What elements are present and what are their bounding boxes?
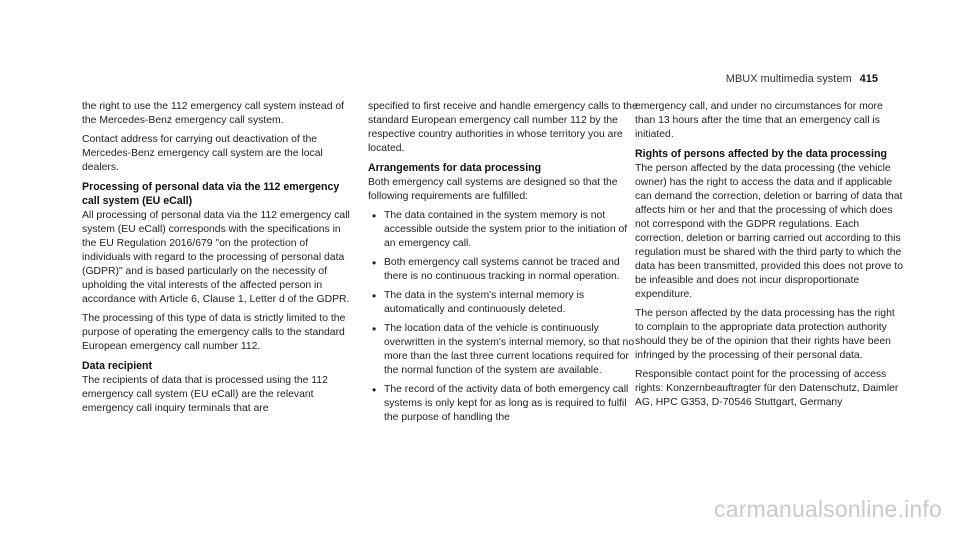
column-right	[635, 100, 905, 415]
list-item: • The data contained in the system memory is not accessible outside the system prior to the initiation of an emergency call.	[384, 209, 638, 251]
column-middle	[368, 100, 638, 430]
paragraph: The person affected by the data processing (the vehicle owner) has the right to access the data and if applicable can demand the correction, deletion or barring of data that affects him or her and that the processing of which does not correspond with the GDPR regulations. Each correction, deletion or barring carried out according to this regulation must be shared with the third party to which the data has been transmitted, provided this does not prove to be infeasible and does not incur disproportionate expenditure.	[635, 163, 904, 300]
page-header	[726, 73, 878, 85]
paragraph: The recipients of data that is processed using the 112 emergency call system (EU eCall) are the relevant emergency call inquiry terminals that are	[82, 375, 328, 414]
requirements-list	[368, 209, 638, 425]
page-number: 415	[859, 73, 878, 85]
section-heading: Processing of personal data via the 112 emergency call system (EU eCall)	[82, 181, 340, 207]
paragraph: Responsible contact point for the processing of access rights: Konzernbeauftragter für den Datenschutz, Daimler AG, HPC G353, D-70546 Stuttgart, Germany	[635, 369, 899, 408]
paragraph: emergency call, and under no circumstances for more than 13 hours after the time that an emergency call is initiated.	[635, 101, 883, 140]
section-heading: Arrangements for data processing	[368, 162, 542, 174]
list-item: • The data in the system's internal memory is automatically and continuously deleted.	[384, 289, 638, 317]
list-item: • The location data of the vehicle is continuously overwritten in the system's internal memory, so that no more than the last three current locations required for the normal function of the system are available.	[384, 322, 638, 378]
paragraph: the right to use the 112 emergency call system instead of the Mercedes-Benz emergency call system.	[82, 101, 345, 126]
paragraph: All processing of personal data via the 112 emergency call system (EU eCall) corresponds with the specifications in the EU Regulation 2016/679 "on the protection of individuals with regard to the processing of personal data (GDPR)" and is based particularly on the necessity of upholding the vital interests of the affected person in accordance with Article 6, Clause 1, Letter d of the GDPR.	[82, 210, 350, 305]
paragraph: Both emergency call systems are designed so that the following requirements are fulfilled:	[368, 177, 618, 202]
paragraph: Contact address for carrying out deactivation of the Mercedes-Benz emergency call system are the local dealers.	[82, 134, 323, 173]
list-item: • The record of the activity data of both emergency call systems is only kept for as long as is required to fulfil the purpose of handling the	[384, 383, 638, 425]
paragraph: The processing of this type of data is strictly limited to the purpose of operating the emergency calls to the standard European emergency call number 112.	[82, 313, 346, 352]
list-item: • Both emergency call systems cannot be traced and there is no continuous tracking in normal operation.	[384, 256, 638, 284]
paragraph: The person affected by the data processing has the right to complain to the appropriate data protection authority should they be of the opinion that their rights have been infringed by the processing of their personal data.	[635, 308, 895, 361]
section-heading: Rights of persons affected by the data processing	[635, 148, 887, 160]
column-left	[82, 100, 352, 421]
section-heading: Data recipient	[82, 360, 153, 372]
watermark: carmanualsonline.info	[714, 496, 942, 522]
paragraph: specified to first receive and handle emergency calls to the standard European emergency call number 112 by the respective country authorities in whose territory you are located.	[368, 101, 638, 154]
header-title: MBUX multimedia system	[725, 73, 852, 85]
